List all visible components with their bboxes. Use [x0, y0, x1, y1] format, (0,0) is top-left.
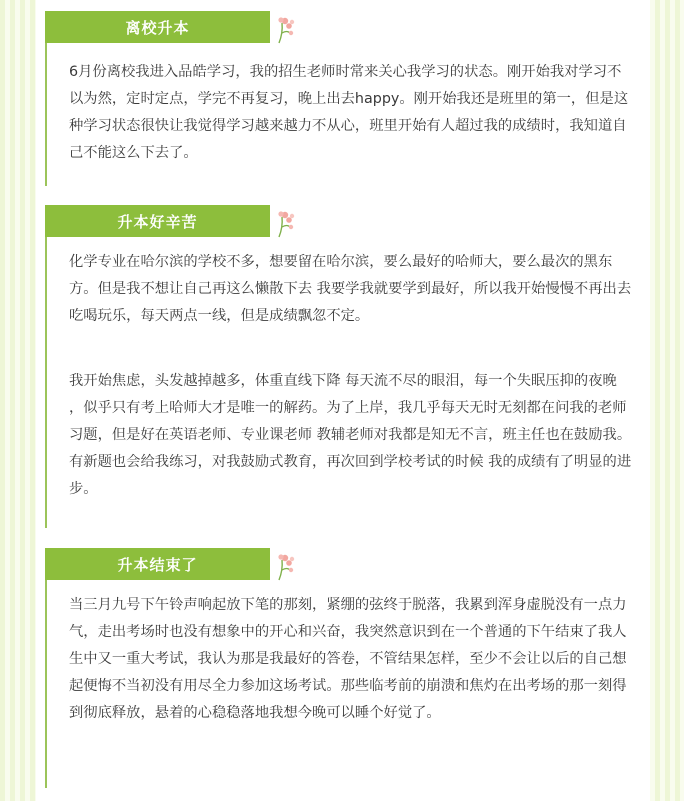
- flower-icon: [273, 550, 299, 582]
- section-2: [45, 205, 640, 530]
- section-3: [45, 548, 640, 788]
- flower-icon: [273, 13, 299, 45]
- section-1: [45, 11, 640, 186]
- section-divider-line: [45, 41, 47, 186]
- paragraph: 6月份离校我进入品皓学习，我的招生老师时常来关心我学习的状态。刚开始我对学习不以为然，定时定点，学完不再复习，晚上出去happy。刚开始我还是班里的第一，但是这种学习状态很快让我觉得学习越来越力不从心，班里开始有人超过我的成绩时，我知道自己不能这么下去了。: [69, 64, 629, 161]
- section-header: [45, 11, 270, 43]
- section-header: [45, 548, 270, 580]
- section-title: 升本结束了: [117, 555, 198, 574]
- section-title: 升本好辛苦: [117, 212, 198, 231]
- section-divider-line: [45, 235, 47, 528]
- paragraph: 我开始焦虑，头发越掉越多，体重直线下降 每天流不尽的眼泪，每一个失眠压抑的夜晚 ，似乎只有考上哈师大才是唯一的解药。为了上岸，我几乎每天无时无刻都在问我的老师习题，但是好在英语老师、专业课老师 教辅老师对我都是知无不言，班主任也在鼓励我。有新题也会给我练习，对我鼓励式教育，再次回到学校考试的时候 我的成绩有了明显的进步。: [69, 373, 632, 497]
- paragraph: 当三月九号下午铃声响起放下笔的那刻，紧绷的弦终于脱落，我累到浑身虚脱没有一点力气，走出考场时也没有想象中的开心和兴奋，我突然意识到在一个普通的下午结束了我人生中又一重大考试，我认为那是我最好的答卷，不管结果怎样，至少不会让以后的自己想起便悔不当初没有用尽全力参加这场考试。那些临考前的崩溃和焦灼在出考场的那一刻得到彻底释放，悬着的心稳稳落地我想今晚可以睡个好觉了。: [69, 597, 627, 721]
- flower-icon: [273, 207, 299, 239]
- left-stripe-border: [0, 0, 36, 801]
- section-header: [45, 205, 270, 237]
- section-divider-line: [45, 578, 47, 788]
- section-title: 离校升本: [125, 18, 190, 37]
- right-stripe-border: [650, 0, 684, 801]
- paragraph: 化学专业在哈尔滨的学校不多，想要留在哈尔滨，要么最好的哈师大，要么最次的黑东方。但是我不想让自己再这么懒散下去 我要学我就要学到最好，所以我开始慢慢不再出去吃喝玩乐，每天两点一线，但是成绩飘忽不定。: [69, 254, 632, 324]
